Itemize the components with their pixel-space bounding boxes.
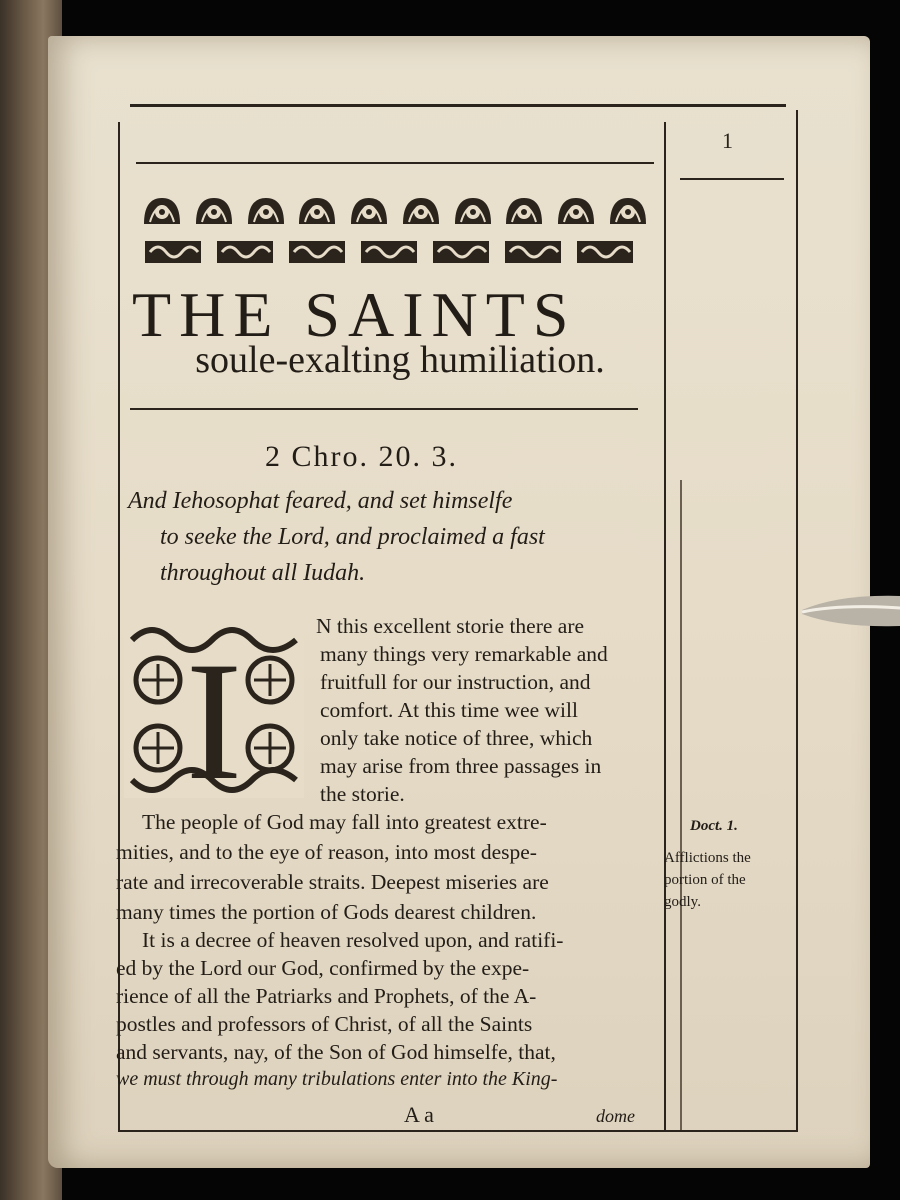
body-line: The people of God may fall into greatest extre- [142, 810, 547, 834]
ornament-icon [502, 192, 546, 228]
ornament-band-top [140, 192, 650, 228]
body-line: only take notice of three, which [320, 726, 593, 750]
ornament-band-bottom [144, 240, 634, 264]
margin-header-rule [680, 178, 784, 180]
header-rule [136, 162, 654, 164]
margin-note-line: Afflictions the [664, 850, 751, 866]
page-pointer-blade-icon [800, 588, 900, 638]
margin-right-rule [796, 110, 798, 1130]
margin-note-label: Doct. 1. [690, 818, 738, 834]
body-line: comfort. At this time wee will [320, 698, 578, 722]
body-line: rate and irrecoverable straits. Deepest miseries are [116, 870, 549, 894]
ornament-icon [244, 192, 288, 228]
body-line: and servants, nay, of the Son of God himselfe, that, [116, 1040, 556, 1064]
ornament-scroll-icon [360, 240, 418, 264]
body-line: postles and professors of Christ, of all the Saints [116, 1012, 533, 1036]
body-line: fruitfull for our instruction, and [320, 670, 591, 694]
ornament-icon [606, 192, 650, 228]
ornament-icon [347, 192, 391, 228]
body-line: many times the portion of Gods dearest children. [116, 900, 537, 924]
ornament-icon [295, 192, 339, 228]
bottom-rule [118, 1130, 798, 1132]
verse-line: to seeke the Lord, and proclaimed a fast [160, 524, 545, 550]
body-line: may arise from three passages in [320, 754, 602, 778]
verse-line: throughout all Iudah. [160, 560, 366, 586]
body-line: It is a decree of heaven resolved upon, and ratifi- [142, 928, 564, 952]
body-line: mities, and to the eye of reason, into most despe- [116, 840, 537, 864]
ornament-icon [451, 192, 495, 228]
signature-mark: A a [404, 1102, 434, 1127]
top-rule [130, 104, 786, 107]
page-number: 1 [722, 128, 733, 153]
ornament-icon [192, 192, 236, 228]
ornament-icon [399, 192, 443, 228]
body-line: N this excellent storie there are [316, 614, 585, 638]
ornament-scroll-icon [576, 240, 634, 264]
body-line: the storie. [320, 782, 405, 806]
ornament-scroll-icon [216, 240, 274, 264]
ornament-icon [140, 192, 184, 228]
drop-cap-letter: I [185, 627, 243, 800]
ornament-scroll-icon [504, 240, 562, 264]
catchword: dome [596, 1106, 635, 1126]
margin-note-line: portion of the [664, 872, 746, 888]
title-rule [130, 408, 638, 410]
margin-note-line: godly. [664, 894, 701, 910]
body-line: many things very remarkable and [320, 642, 608, 666]
body-line: rience of all the Patriarks and Prophets, of the A- [116, 984, 537, 1008]
subtitle: soule-exalting humiliation. [195, 339, 605, 381]
title: THE SAINTS [132, 279, 577, 350]
drop-cap-ornament [122, 620, 306, 800]
body-line: we must through many tribulations enter into the King- [116, 1068, 558, 1090]
verse-line: And Iehosophat feared, and set himselfe [128, 488, 513, 514]
text-right-rule [664, 122, 666, 1132]
margin-column-rule [680, 480, 682, 1130]
body-line: ed by the Lord our God, confirmed by the expe- [116, 956, 530, 980]
ornament-icon [554, 192, 598, 228]
scripture-reference: 2 Chro. 20. 3. [265, 440, 458, 473]
ornament-scroll-icon [432, 240, 490, 264]
ornament-scroll-icon [144, 240, 202, 264]
ornament-scroll-icon [288, 240, 346, 264]
